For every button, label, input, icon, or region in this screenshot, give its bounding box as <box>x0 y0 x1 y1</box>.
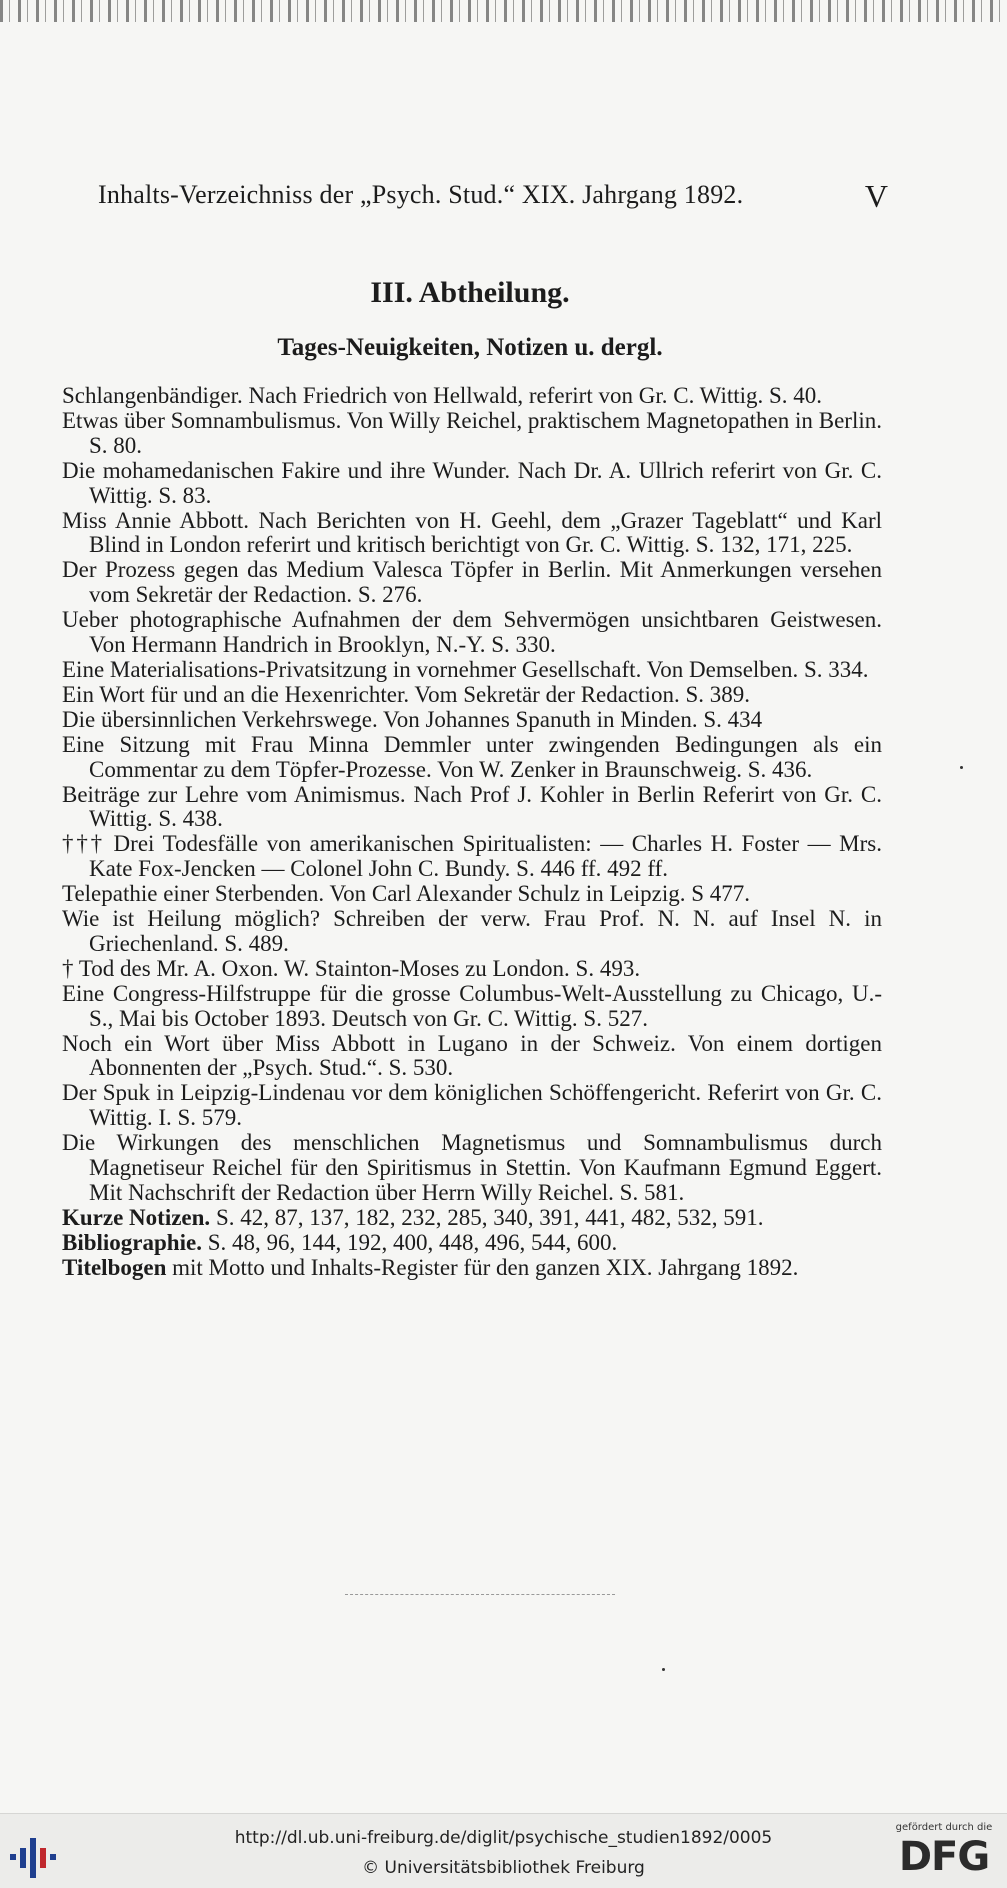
scan-speck <box>662 1668 665 1671</box>
running-head <box>98 180 888 224</box>
index-entry <box>62 409 882 459</box>
entry-text: Der Spuk in Leipzig-Lindenau vor dem königlichen Schöffengericht. Referirt von Gr. C. Wittig. I. S. 579. <box>62 1080 882 1131</box>
page-number: V <box>864 178 888 214</box>
entry-lead: Titelbogen <box>62 1254 167 1280</box>
entry-lead: Kurze Notizen. <box>62 1204 211 1230</box>
index-entry-kurze-notizen <box>62 1206 882 1231</box>
entry-text: Miss Annie Abbott. Nach Berichten von H. Geehl, dem „Grazer Tageblatt“ und Karl Blind in London referirt und kritisch berichtigt von Gr. C. Wittig. S. 132, 171, 225. <box>62 507 882 558</box>
copyright-credit: © Universitätsbibliothek Freiburg <box>362 1858 645 1878</box>
index-entry <box>62 658 882 683</box>
index-entry <box>62 608 882 658</box>
entry-text: S. 42, 87, 137, 182, 232, 285, 340, 391, 441, 482, 532, 591. <box>210 1204 764 1230</box>
dfg-caption: gefördert durch die <box>895 1822 993 1833</box>
scan-speck <box>960 766 963 769</box>
index-entry <box>62 708 882 733</box>
entry-text: Ueber photographische Aufnahmen der dem Sehvermögen unsichtbaren Geistwesen. Von Hermann Handrich in Brooklyn, N.-Y. S. 330. <box>62 607 882 658</box>
index-entry-bibliographie <box>62 1231 882 1256</box>
scan-edge-noise <box>0 0 1007 22</box>
index-entry <box>62 882 882 907</box>
index-entries <box>62 384 882 1281</box>
index-entry <box>62 733 882 783</box>
entry-text: Ein Wort für und an die Hexenrichter. Vom Sekretär der Redaction. S. 389. <box>62 681 750 707</box>
entry-text: S. 48, 96, 144, 192, 400, 448, 496, 544, 600. <box>201 1229 618 1255</box>
running-head-title: Inhalts-Verzeichniss der „Psych. Stud.“ XIX. Jahrgang 1892. <box>98 180 744 209</box>
index-entry <box>62 982 882 1032</box>
entry-text: Die übersinnlichen Verkehrswege. Von Johannes Spanuth in Minden. S. 434 <box>62 706 763 732</box>
dfg-logo <box>888 1822 1000 1884</box>
entry-text: Telepathie einer Sterbenden. Von Carl Alexander Schulz in Leipzig. S 477. <box>62 881 751 907</box>
index-entry <box>62 558 882 608</box>
index-entry <box>62 1081 882 1131</box>
index-entry <box>62 509 882 559</box>
entry-text: Eine Congress-Hilfstruppe für die grosse Columbus-Welt-Ausstellung zu Chicago, U.-S., Mai bis October 1893. Deutsch von Gr. C. Wittig. S. 527. <box>62 980 882 1031</box>
entry-text: Eine Materialisations-Privatsitzung in vornehmer Gesellschaft. Von Demselben. S. 334. <box>62 656 869 682</box>
digitization-footer <box>0 1813 1007 1888</box>
index-entry <box>62 832 882 882</box>
index-entry-titelbogen <box>62 1256 882 1281</box>
index-entry <box>62 1032 882 1082</box>
index-entry <box>62 1131 882 1206</box>
entry-text: † Tod des Mr. A. Oxon. W. Stainton-Moses zu London. S. 493. <box>62 955 641 981</box>
subsection-title: Tages-Neuigkeiten, Notizen u. dergl. <box>277 334 663 361</box>
entry-text: Schlangenbändiger. Nach Friedrich von Hellwald, referirt von Gr. C. Wittig. S. 40. <box>62 383 823 408</box>
entry-text: Der Prozess gegen das Medium Valesca Töpfer in Berlin. Mit Anmerkungen versehen vom Sekretär der Redaction. S. 276. <box>62 557 882 608</box>
entry-text: Wie ist Heilung möglich? Schreiben der verw. Frau Prof. N. N. auf Insel N. in Griechenland. S. 489. <box>62 906 882 956</box>
entry-text: ††† Drei Todesfälle von amerikanischen Spiritualisten: — Charles H. Foster — Mrs. Kate Fox-Jencken — Colonel John C. Bundy. S. 446 ff. 492 ff. <box>62 831 882 882</box>
entry-text: Die mohamedanischen Fakire und ihre Wunder. Nach Dr. A. Ullrich referirt von Gr. C. Wittig. S. 83. <box>62 457 882 508</box>
section-title: III. Abtheilung. <box>370 276 570 309</box>
entry-text: Noch ein Wort über Miss Abbott in Lugano in der Schweiz. Von einem dortigen Abonnenten der „Psych. Stud.“. S. 530. <box>62 1030 882 1081</box>
entry-text: Die Wirkungen des menschlichen Magnetismus und Somnambulismus durch Magnetiseur Reichel für den Spiritismus in Stettin. Von Kaufmann Egmund Eggert. Mit Nachschrift der Redaction über Herrn Willy Reichel. S. 581. <box>62 1130 882 1205</box>
index-entry <box>62 683 882 708</box>
end-rule <box>345 1594 615 1595</box>
index-entry <box>62 783 882 833</box>
source-url-link[interactable]: http://dl.ub.uni-freiburg.de/diglit/psychische_studien1892/0005 <box>234 1828 773 1848</box>
index-entry <box>62 907 882 957</box>
index-entry <box>62 957 882 982</box>
index-entry <box>62 459 882 509</box>
entry-text: Eine Sitzung mit Frau Minna Demmler unter zwingenden Bedingungen als ein Commentar zu dem Töpfer-Prozesse. Von W. Zenker in Braunschweig. S. 436. <box>62 731 882 782</box>
dfg-mark: DFG <box>898 1834 990 1880</box>
entry-text: mit Motto und Inhalts-Register für den ganzen XIX. Jahrgang 1892. <box>166 1254 799 1280</box>
entry-text: Etwas über Somnambulismus. Von Willy Reichel, praktischem Magnetopathen in Berlin. S. 80. <box>62 407 882 458</box>
index-entry <box>62 384 882 409</box>
entry-lead: Bibliographie. <box>62 1229 202 1255</box>
entry-text: Beiträge zur Lehre vom Animismus. Nach Prof J. Kohler in Berlin Referirt von Gr. C. Wittig. S. 438. <box>62 781 882 832</box>
